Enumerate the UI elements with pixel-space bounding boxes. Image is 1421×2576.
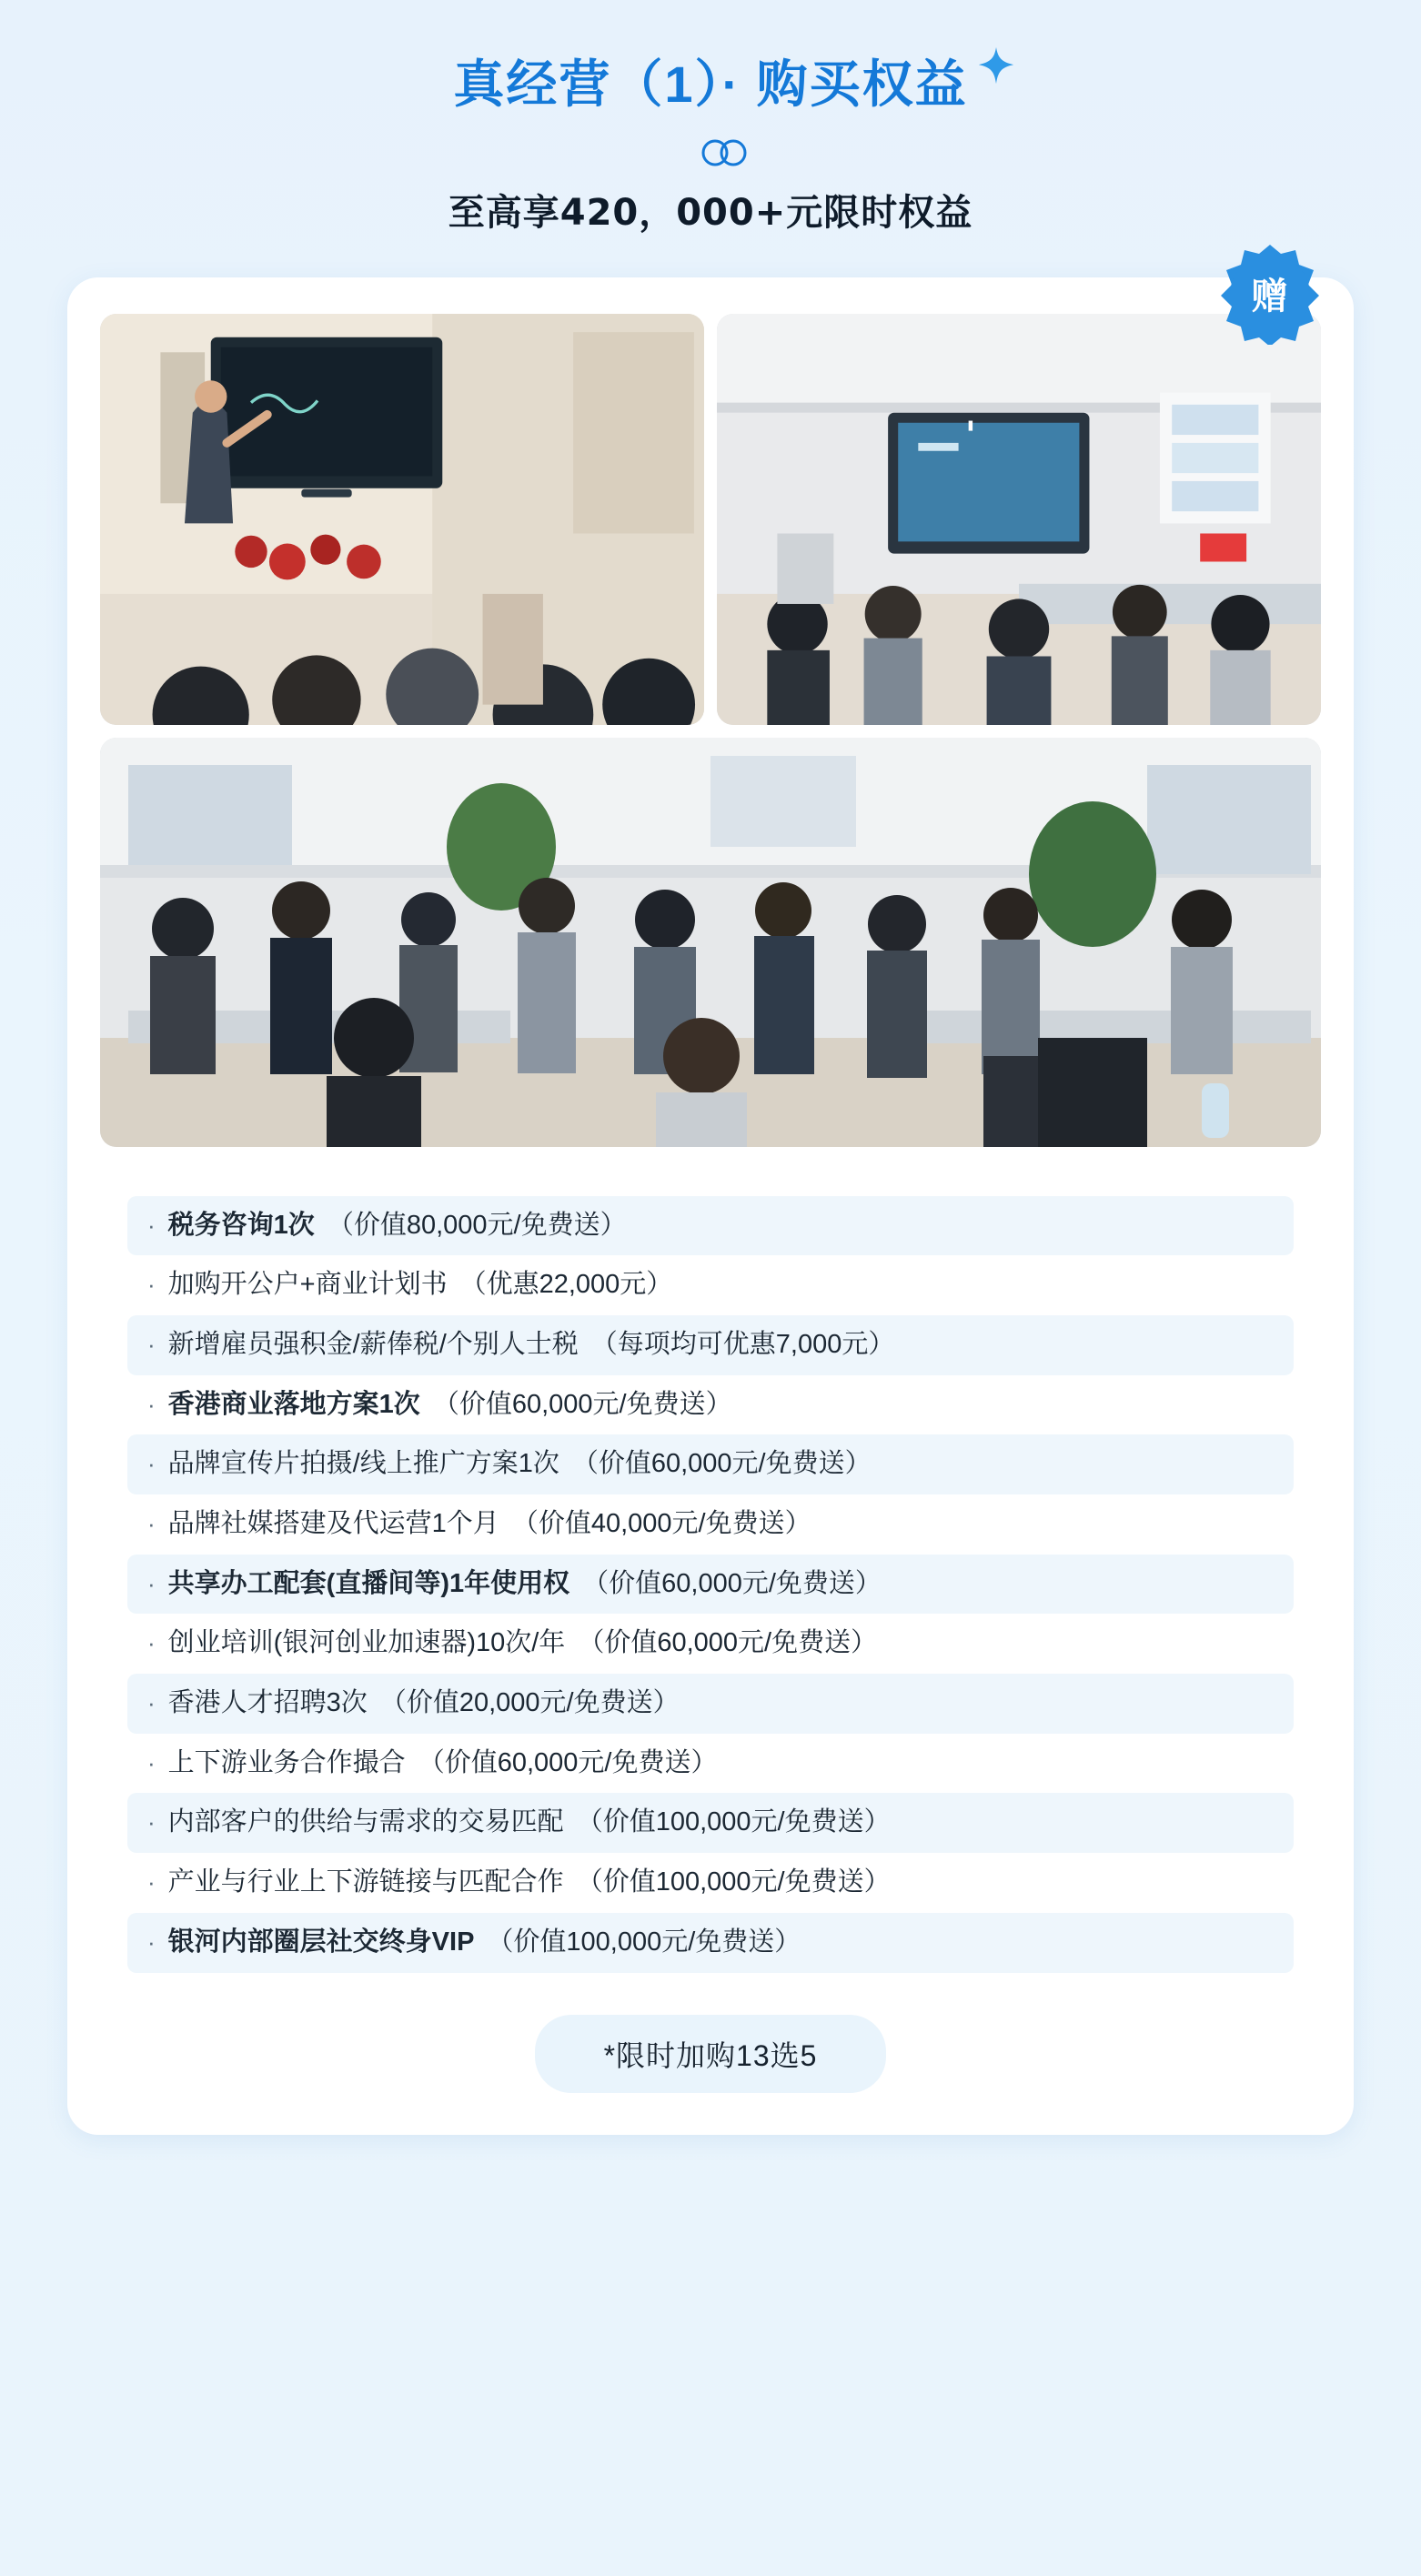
subtitle-prefix: 至高享 [448,192,560,233]
list-item [127,1255,1294,1315]
benefit-label: 共享办工配套(直播间等)1年使用权 [167,1568,570,1598]
bullet-icon: · [147,1510,156,1538]
title-wrapper [453,56,967,113]
bullet-icon: · [147,1569,156,1597]
bullet-icon: · [147,1629,156,1657]
list-item [127,1315,1294,1375]
benefits-card [67,277,1354,2135]
bullet-icon: · [147,1211,156,1239]
list-item [127,1434,1294,1494]
bullet-icon: · [147,1689,156,1717]
benefit-value: （价值60,000元/免费送） [418,1747,718,1777]
bottom-spacer [0,2135,1421,2189]
benefit-label: 创业培训(银河创业加速器)10次/年 [167,1628,566,1658]
limited-offer-note: *限时加购13选5 [535,2015,887,2093]
benefit-label: 加购开公户+商业计划书 [167,1270,448,1300]
footnote-wrapper [100,2015,1321,2093]
benefit-label: 上下游业务合作撮合 [167,1747,406,1777]
photo-open-office-networking [100,738,1321,1147]
benefit-label: 税务咨询1次 [167,1210,315,1240]
benefit-label: 香港人才招聘3次 [167,1688,368,1718]
benefit-label: 新增雇员强积金/薪俸税/个别人士税 [167,1329,579,1359]
benefit-label: 内部客户的供给与需求的交易匹配 [167,1807,564,1837]
list-item [127,1913,1294,1973]
benefit-value: （价值100,000元/免费送） [487,1927,801,1957]
page-title: 真经营（1）· 购买权益 [453,55,968,113]
bullet-icon: · [147,1271,156,1299]
bullet-icon: · [147,1330,156,1358]
page-subtitle [0,184,1421,236]
list-item [127,1853,1294,1913]
photo-classroom-presentation [100,314,704,725]
benefit-value: （价值80,000元/免费送） [327,1210,627,1240]
bullet-icon: · [147,1808,156,1836]
benefit-value: （价值60,000元/免费送） [571,1449,872,1479]
benefit-value: （价值60,000元/免费送） [432,1389,732,1419]
benefit-label: 品牌社媒搭建及代运营1个月 [167,1509,499,1539]
benefit-value: （价值60,000元/免费送） [582,1568,882,1598]
page-header [0,0,1421,236]
double-circle-divider-icon [670,136,751,164]
benefit-value: （优惠22,000元） [459,1270,673,1300]
photo-office-meeting-screen [717,314,1321,725]
gift-badge-label: 赠 [1251,277,1289,317]
bullet-icon: · [147,1390,156,1418]
list-item [127,1375,1294,1435]
bullet-icon: · [147,1450,156,1478]
sparkle-icon [975,45,1017,87]
bullet-icon: · [147,1868,156,1897]
list-item [127,1734,1294,1794]
benefit-value: （价值20,000元/免费送） [379,1688,680,1718]
bullet-icon: · [147,1748,156,1776]
list-item [127,1555,1294,1615]
benefit-value: （每项均可优惠7,000元） [590,1329,895,1359]
benefit-value: （价值40,000元/免费送） [511,1509,811,1539]
list-item [127,1793,1294,1853]
subtitle-suffix: 元限时权益 [786,192,973,233]
benefit-label: 产业与行业上下游链接与匹配合作 [167,1867,564,1897]
benefit-value: （价值100,000元/免费送） [576,1807,891,1837]
list-item [127,1494,1294,1555]
list-item [127,1196,1294,1256]
list-item [127,1674,1294,1734]
photo-gallery [100,314,1321,1147]
gift-badge [1219,243,1321,345]
benefit-label: 品牌宣传片拍摄/线上推广方案1次 [167,1449,559,1479]
subtitle-amount: 420，000+ [559,191,787,234]
benefit-value: （价值100,000元/免费送） [576,1867,891,1897]
benefits-list [100,1196,1321,1973]
benefit-value: （价值60,000元/免费送） [578,1628,878,1658]
benefit-label: 银河内部圈层社交终身VIP [167,1927,475,1957]
benefit-label: 香港商业落地方案1次 [167,1389,420,1419]
bullet-icon: · [147,1927,156,1956]
list-item [127,1614,1294,1674]
